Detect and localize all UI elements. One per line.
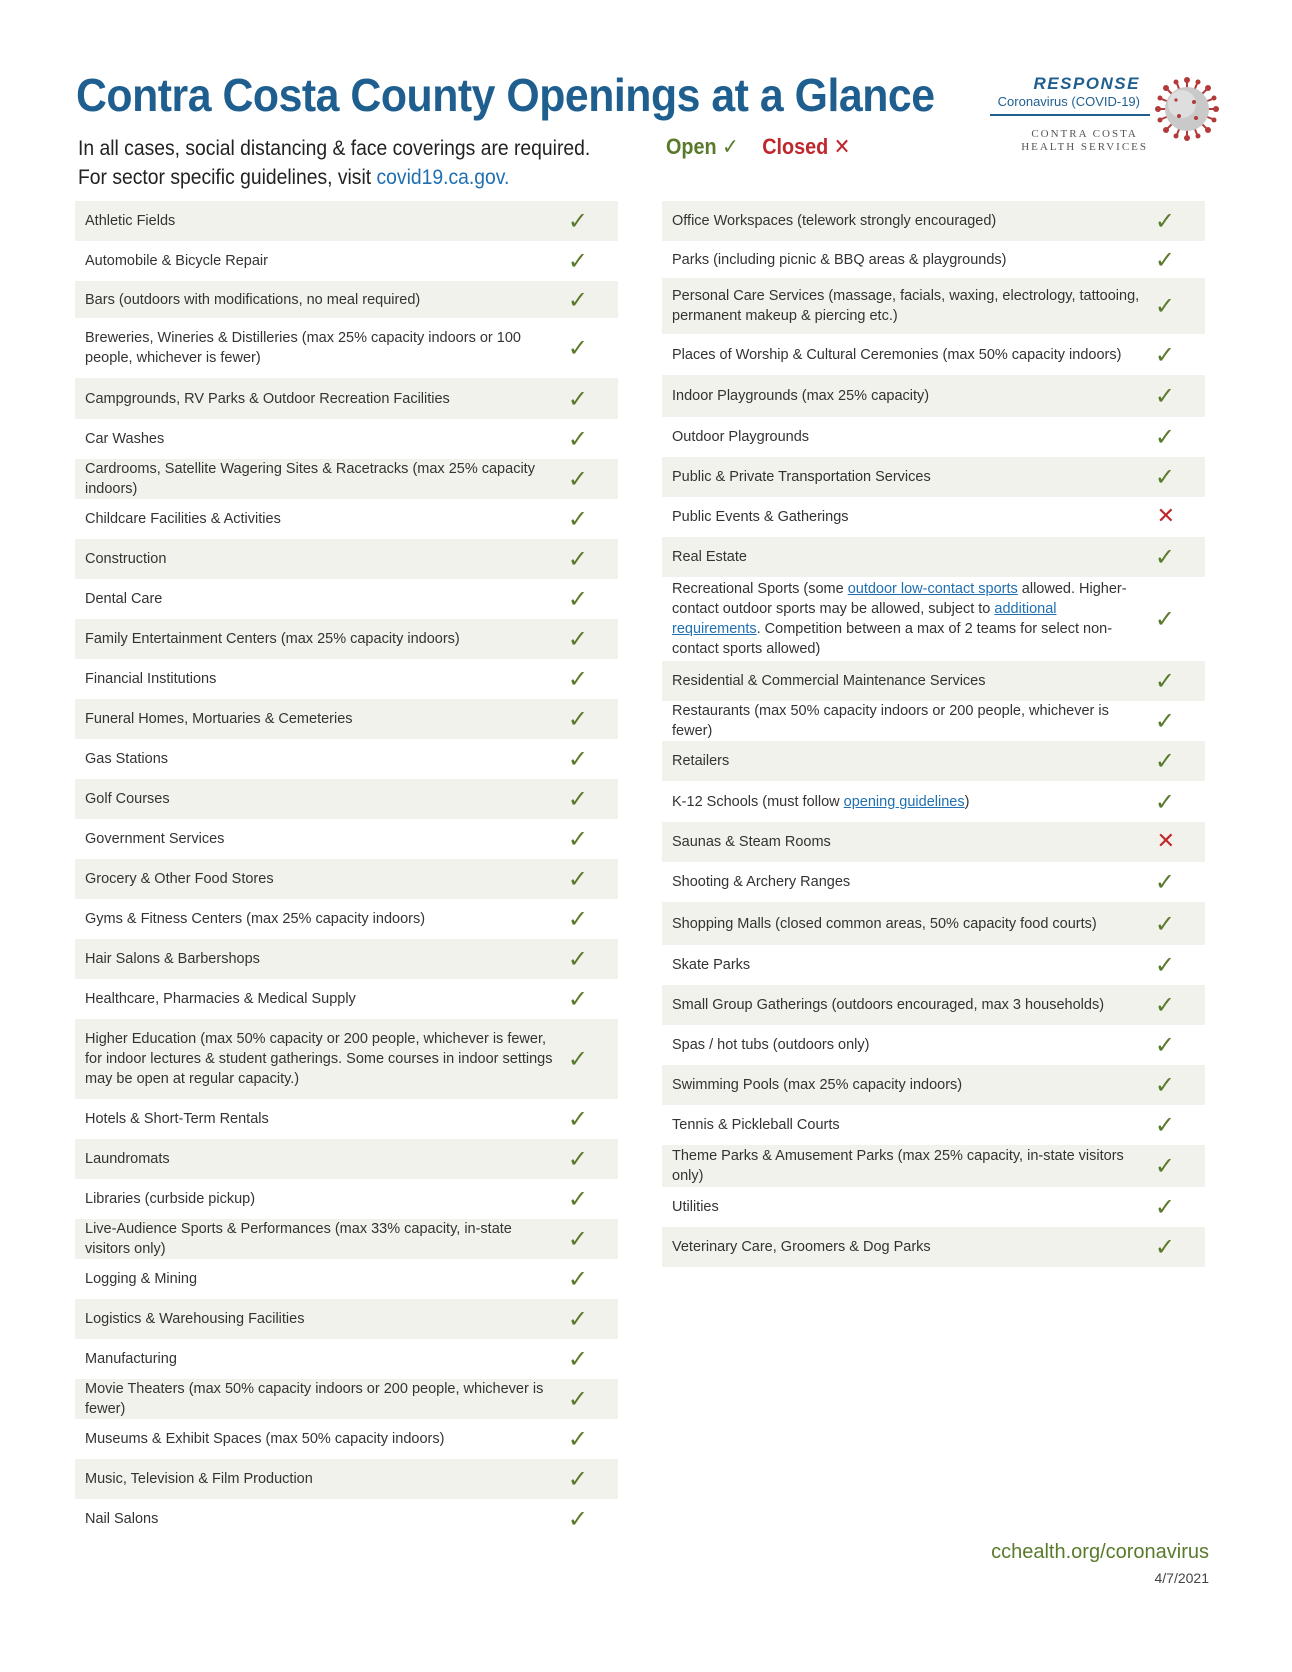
- check-icon: ✓: [567, 384, 588, 413]
- sector-label: Campgrounds, RV Parks & Outdoor Recreation Facilities: [85, 390, 450, 407]
- check-icon: ✓: [1154, 1233, 1175, 1261]
- check-icon: ✓: [567, 865, 588, 893]
- check-icon: ✓: [1154, 340, 1175, 369]
- sector-label-text: . Competition between a max of 2 teams for select non-contact sports allowed): [672, 621, 1113, 657]
- sector-link[interactable]: opening guidelines: [843, 793, 965, 810]
- sector-row: [662, 334, 1205, 375]
- check-icon: ✓: [1154, 292, 1175, 320]
- sector-label: Spas / hot tubs (outdoors only): [672, 1037, 870, 1053]
- guidelines-link[interactable]: covid19.ca.gov.: [376, 166, 510, 189]
- sector-row: [662, 1105, 1205, 1145]
- check-icon: ✓: [567, 1345, 588, 1373]
- sector-label: Saunas & Steam Rooms: [672, 834, 831, 850]
- check-icon: ✓: [567, 1385, 588, 1413]
- check-icon: ✓: [1154, 207, 1175, 235]
- coronavirus-icon: [1154, 76, 1220, 142]
- sector-row: [75, 979, 618, 1019]
- subtitle-line-2-text: For sector specific guidelines, visit: [78, 166, 377, 189]
- sector-row: [662, 822, 1205, 862]
- sector-row: [662, 375, 1205, 417]
- check-icon: ✓: [567, 945, 588, 973]
- sector-label: Government Services: [85, 831, 225, 847]
- sector-label: Museums & Exhibit Spaces (max 50% capacity indoors): [85, 1431, 445, 1447]
- sector-row: [662, 537, 1205, 577]
- check-icon: ✓: [567, 585, 588, 613]
- sector-label: Live-Audience Sports & Performances (max 33% capacity, in-state visitors only): [85, 1221, 512, 1257]
- check-icon: ✓: [567, 905, 588, 933]
- sector-label: Grocery & Other Food Stores: [85, 871, 274, 887]
- check-icon: ✓: [1154, 605, 1175, 633]
- sector-row: [662, 241, 1205, 278]
- sector-link[interactable]: additional requirements: [672, 601, 1057, 637]
- sector-row: [75, 1459, 618, 1499]
- check-icon: ✓: [1154, 1031, 1175, 1059]
- sector-label: Real Estate: [672, 549, 747, 565]
- check-icon: ✓: [567, 1225, 588, 1253]
- right-column: [662, 201, 1205, 1267]
- check-icon: ✓: [1154, 787, 1175, 816]
- sector-label: Construction: [85, 551, 167, 567]
- sector-row: [75, 579, 618, 619]
- check-icon: ✓: [567, 785, 588, 813]
- logo-response-text: RESPONSE: [1033, 74, 1140, 93]
- sector-row: [662, 278, 1205, 334]
- sector-row: [75, 201, 618, 241]
- sector-row: [75, 459, 618, 499]
- sector-label-text: K-12 Schools (must follow: [672, 793, 844, 810]
- sector-row: [75, 499, 618, 539]
- check-icon: ✓: [1154, 991, 1175, 1019]
- sector-label: Golf Courses: [85, 791, 170, 807]
- sector-label: Restaurants (max 50% capacity indoors or 200 people, whichever is fewer): [672, 703, 1109, 739]
- sector-label: Public & Private Transportation Services: [672, 469, 931, 485]
- sector-label: Laundromats: [85, 1151, 170, 1167]
- check-icon: ✓: [1154, 707, 1175, 735]
- sector-label: Gyms & Fitness Centers (max 25% capacity indoors): [85, 911, 426, 927]
- sector-row: [75, 659, 618, 699]
- legend-open-label: Open: [666, 134, 717, 159]
- sector-row: [662, 902, 1205, 945]
- sector-label-text: Recreational Sports (some: [672, 581, 848, 597]
- sector-row: [75, 378, 618, 419]
- legend-closed: [762, 134, 850, 159]
- logo-org-line-1: CONTRA COSTA: [1031, 128, 1138, 140]
- check-icon: ✓: [567, 985, 588, 1013]
- sector-label: Music, Television & Film Production: [85, 1471, 313, 1487]
- sector-label: Shooting & Archery Ranges: [672, 874, 851, 890]
- sector-row: [75, 1499, 618, 1539]
- sector-label: Automobile & Bicycle Repair: [85, 253, 268, 269]
- sector-row: [662, 1227, 1205, 1267]
- sector-row: [662, 1065, 1205, 1105]
- response-logo: [990, 70, 1220, 160]
- sector-row: [75, 699, 618, 739]
- check-icon: ✓: [1154, 667, 1175, 695]
- sector-label: Movie Theaters (max 50% capacity indoors or 200 people, whichever is fewer): [85, 1381, 544, 1417]
- check-icon: ✓: [567, 1425, 588, 1453]
- check-icon: ✓: [1154, 1071, 1175, 1099]
- check-icon: ✓: [1154, 868, 1175, 896]
- sector-label: Residential & Commercial Maintenance Services: [672, 673, 986, 689]
- sector-row: [75, 899, 618, 939]
- check-icon: ✓: [567, 1045, 588, 1073]
- sector-label: Hair Salons & Barbershops: [85, 951, 260, 967]
- legend-open: [666, 134, 739, 159]
- sector-row: [662, 945, 1205, 985]
- sector-label: Tennis & Pickleball Courts: [672, 1117, 840, 1133]
- sector-label: Hotels & Short-Term Rentals: [85, 1111, 269, 1127]
- sector-row: [75, 819, 618, 859]
- sector-row: [75, 1179, 618, 1219]
- check-icon: ✓: [1154, 382, 1175, 410]
- sector-row: [662, 457, 1205, 497]
- sector-row: [662, 1187, 1205, 1227]
- check-icon: ✓: [567, 1265, 588, 1293]
- check-icon: ✓: [567, 1305, 588, 1333]
- sector-row: [75, 1099, 618, 1139]
- logo-org-line-2: HEALTH SERVICES: [1021, 141, 1148, 153]
- sector-label: Dental Care: [85, 591, 163, 607]
- sector-label: Gas Stations: [85, 751, 169, 767]
- sector-row: [75, 1379, 618, 1419]
- sector-row: [75, 859, 618, 899]
- sector-row: [662, 1025, 1205, 1065]
- sector-row: [75, 539, 618, 579]
- logo-covid-text: Coronavirus (COVID-19): [997, 94, 1140, 109]
- check-icon: ✓: [1154, 1152, 1175, 1180]
- sector-label: Libraries (curbside pickup): [85, 1191, 256, 1207]
- sector-row: [75, 619, 618, 659]
- sector-row: [75, 241, 618, 281]
- sector-row: [662, 497, 1205, 537]
- check-icon: ✓: [1154, 1111, 1175, 1139]
- check-icon: ✓: [567, 247, 588, 275]
- sector-row: [662, 661, 1205, 701]
- check-icon: ✓: [567, 505, 588, 533]
- sector-label: Shopping Malls (closed common areas, 50% capacity food courts): [672, 915, 1097, 932]
- subtitle: [78, 134, 590, 192]
- check-icon: ✓: [1154, 423, 1175, 451]
- footer-date: 4/7/2021: [1154, 1570, 1209, 1586]
- sector-label: Parks (including picnic & BBQ areas & playgrounds): [672, 251, 1007, 268]
- sector-row: [75, 1339, 618, 1379]
- sector-row: [75, 318, 618, 378]
- subtitle-line-2: [78, 163, 590, 192]
- sector-row: [662, 1145, 1205, 1187]
- sector-label: [672, 579, 1205, 659]
- sector-label: Financial Institutions: [85, 671, 217, 687]
- sector-label: Athletic Fields: [85, 213, 176, 229]
- sector-row: [75, 1299, 618, 1339]
- sector-label: Personal Care Services (massage, facials, waxing, electrology, tattooing, permanent makeup & piercing etc.): [672, 288, 1140, 324]
- sector-row: [662, 701, 1205, 741]
- check-icon: ✓: [567, 1185, 588, 1213]
- sector-row: [662, 985, 1205, 1025]
- check-icon: ✓: [1154, 543, 1175, 571]
- sector-label: Funeral Homes, Mortuaries & Cemeteries: [85, 711, 353, 727]
- check-icon: ✓: [567, 334, 588, 362]
- check-icon: ✓: [567, 425, 588, 453]
- check-icon: ✓: [1154, 463, 1175, 491]
- sector-label: Small Group Gatherings (outdoors encouraged, max 3 households): [672, 997, 1105, 1013]
- sector-label: Veterinary Care, Groomers & Dog Parks: [672, 1239, 931, 1255]
- sector-label: Manufacturing: [85, 1351, 177, 1367]
- check-icon: ✓: [567, 745, 588, 773]
- sector-row: [662, 201, 1205, 241]
- sector-label: Logging & Mining: [85, 1271, 198, 1287]
- page-title: Contra Costa County Openings at a Glance: [76, 69, 935, 121]
- sector-row: [75, 939, 618, 979]
- check-icon: ✓: [1154, 245, 1175, 274]
- sector-label: Higher Education (max 50% capacity or 200 people, whichever is fewer, for indoor lectures & student gatherings. Some courses in indoor settings may be open at regular capacity.): [85, 1031, 553, 1087]
- check-icon: ✓: [567, 665, 588, 693]
- sector-row: [662, 741, 1205, 781]
- check-icon: ✓: [567, 207, 588, 235]
- sector-label-text: ): [964, 793, 970, 810]
- check-icon: ✓: [567, 1105, 588, 1133]
- sector-row: [75, 1259, 618, 1299]
- sector-label: Public Events & Gatherings: [672, 509, 849, 525]
- sector-label: Outdoor Playgrounds: [672, 429, 810, 445]
- check-icon: ✓: [567, 825, 588, 853]
- sector-row: [75, 1419, 618, 1459]
- sector-row: [75, 779, 618, 819]
- sector-label: Logistics & Warehousing Facilities: [85, 1311, 305, 1327]
- sector-label: Swimming Pools (max 25% capacity indoors): [672, 1077, 963, 1093]
- sector-label: Utilities: [672, 1199, 719, 1215]
- sector-label: Retailers: [672, 753, 730, 769]
- sector-label: Nail Salons: [85, 1511, 159, 1527]
- sector-label: Skate Parks: [672, 957, 751, 973]
- x-icon: ✕: [1156, 504, 1175, 529]
- check-icon: ✓: [567, 625, 588, 653]
- check-icon: ✓: [1154, 1193, 1175, 1221]
- sector-row: [662, 577, 1205, 661]
- sector-row: [75, 739, 618, 779]
- sector-label: Bars (outdoors with modifications, no meal required): [85, 291, 421, 308]
- check-icon: ✓: [567, 465, 588, 493]
- check-icon: ✓: [567, 285, 588, 314]
- sector-label: Childcare Facilities & Activities: [85, 511, 281, 527]
- check-icon: ✓: [567, 545, 588, 573]
- sector-row: [75, 1019, 618, 1099]
- check-icon: ✓: [567, 1145, 588, 1173]
- sector-row: [75, 1219, 618, 1259]
- footer-url[interactable]: cchealth.org/coronavirus: [991, 1541, 1209, 1563]
- sector-label: Car Washes: [85, 431, 165, 447]
- x-icon: ✕: [833, 134, 851, 159]
- sector-label: Theme Parks & Amusement Parks (max 25% capacity, in-state visitors only): [672, 1148, 1124, 1184]
- sector-label-text: allowed. Higher-contact outdoor sports may be allowed, subject to: [672, 581, 1127, 617]
- sector-row: [662, 417, 1205, 457]
- check-icon: ✓: [722, 134, 739, 159]
- check-icon: ✓: [567, 1465, 588, 1493]
- sector-label: Indoor Playgrounds (max 25% capacity): [672, 388, 930, 404]
- sector-label: Cardrooms, Satellite Wagering Sites & Racetracks (max 25% capacity indoors): [85, 461, 535, 497]
- x-icon: ✕: [1156, 829, 1175, 854]
- logo-rule: [990, 114, 1150, 116]
- check-icon: ✓: [1154, 951, 1175, 979]
- left-column: [75, 201, 618, 1539]
- sector-row: [662, 781, 1205, 822]
- subtitle-line-1: In all cases, social distancing & face coverings are required.: [78, 137, 591, 160]
- legend-closed-label: Closed: [762, 134, 829, 159]
- sector-label: Breweries, Wineries & Distilleries (max 25% capacity indoors or 100 people, whichever is fewer): [85, 330, 521, 366]
- sector-label: Places of Worship & Cultural Ceremonies (max 50% capacity indoors): [672, 346, 1122, 363]
- sector-row: [75, 1139, 618, 1179]
- check-icon: ✓: [1154, 747, 1175, 775]
- sector-link[interactable]: outdoor low-contact sports: [847, 581, 1018, 597]
- sector-row: [662, 862, 1205, 902]
- legend: [666, 134, 850, 160]
- check-icon: ✓: [567, 1505, 588, 1533]
- sector-label: Office Workspaces (telework strongly encouraged): [672, 213, 997, 229]
- sector-label: Family Entertainment Centers (max 25% capacity indoors): [85, 631, 460, 647]
- check-icon: ✓: [1154, 909, 1175, 938]
- sector-label: Healthcare, Pharmacies & Medical Supply: [85, 991, 356, 1007]
- sector-row: [75, 281, 618, 318]
- check-icon: ✓: [567, 705, 588, 733]
- logo-org: [1021, 128, 1148, 154]
- sector-label: [672, 787, 1205, 816]
- sector-row: [75, 419, 618, 459]
